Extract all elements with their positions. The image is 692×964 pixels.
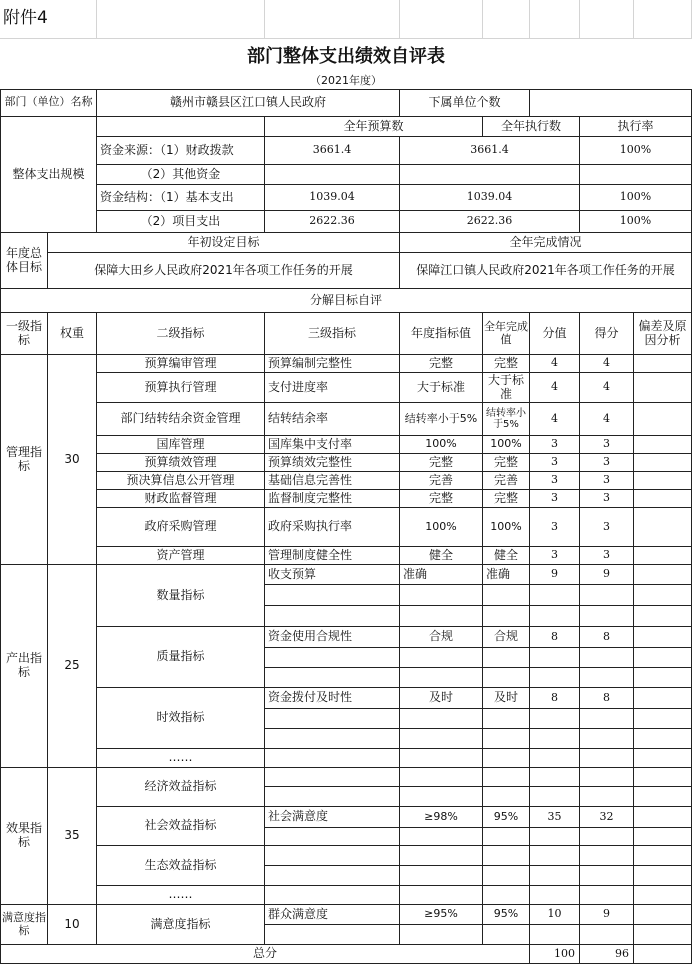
empty-cell [580,648,634,668]
unit-name: 赣州市赣县区江口镇人民政府 [97,89,400,117]
empty-cell [400,606,483,627]
blank-cell [530,0,580,39]
blank-cell [483,0,530,39]
effect-deviation [634,807,692,828]
mgmt-deviation [634,508,692,547]
output-got: 9 [580,565,634,585]
output-level2: 质量指标 [97,627,265,688]
empty-cell [400,846,483,866]
empty-cell [483,828,530,846]
empty-cell [483,768,530,787]
empty-cell [530,585,580,606]
sub-unit-count-label: 下属单位个数 [400,89,530,117]
mgmt-deviation [634,472,692,490]
mgmt-done: 健全 [483,547,530,565]
satisfaction-level2: 满意度指标 [97,905,265,945]
mgmt-score: 3 [530,454,580,472]
empty-cell [530,886,580,905]
empty-cell [580,729,634,749]
empty-cell [265,606,400,627]
empty-cell [634,886,692,905]
effect-level2: 经济效益指标 [97,768,265,807]
annual-goal-label: 年度总体目标 [0,233,48,289]
empty-cell [530,729,580,749]
empty-cell [634,709,692,729]
empty-cell [483,606,530,627]
empty-cell [483,749,530,768]
output-got: 8 [580,627,634,648]
empty-cell [580,925,634,945]
mgmt-got: 3 [580,472,634,490]
effect-level1: 效果指标 [0,768,48,905]
mgmt-target: 大于标准 [400,373,483,403]
page-title: 部门整体支出绩效自评表 [247,45,445,67]
mgmt-got: 3 [580,547,634,565]
col-score: 分值 [530,313,580,355]
empty-cell [634,585,692,606]
blank-cell [634,0,692,39]
mgmt-score: 3 [530,472,580,490]
mgmt-target: 100% [400,436,483,454]
empty-cell [265,768,400,787]
empty-cell [400,768,483,787]
empty-cell [580,668,634,688]
mgmt-deviation [634,436,692,454]
empty-cell [400,866,483,886]
col-got: 得分 [580,313,634,355]
output-target: 准确 [400,565,483,585]
goal-done-header: 全年完成情况 [400,233,692,253]
empty-cell [580,606,634,627]
empty-cell [483,668,530,688]
mgmt-got: 3 [580,508,634,547]
total-got: 96 [580,945,634,964]
empty-cell [634,828,692,846]
empty-cell [580,886,634,905]
effect-got: 32 [580,807,634,828]
mgmt-done: 结转率小于5% [483,403,530,436]
mgmt-got: 3 [580,490,634,508]
empty-cell [265,749,400,768]
empty-cell [530,606,580,627]
empty-cell [400,668,483,688]
empty-cell [580,585,634,606]
output-got: 8 [580,688,634,709]
funding-exec: 1039.04 [400,185,580,211]
empty-cell [483,787,530,807]
mgmt-score: 4 [530,355,580,373]
output-done: 及时 [483,688,530,709]
mgmt-score: 4 [530,403,580,436]
management-level1: 管理指标 [0,355,48,565]
satisfaction-done: 95% [483,905,530,925]
mgmt-level3: 预算绩效完整性 [265,454,400,472]
management-weight: 30 [48,355,97,565]
mgmt-score: 3 [530,436,580,454]
empty-cell [483,648,530,668]
blank-cell [400,0,483,39]
empty-cell [400,585,483,606]
empty-cell [483,866,530,886]
empty-cell [530,749,580,768]
mgmt-deviation [634,547,692,565]
funding-budget: 2622.36 [265,211,400,233]
funding-rate: 100% [580,211,692,233]
output-score: 9 [530,565,580,585]
funding-row-label: 资金来源：（1）财政拨款 [97,137,265,165]
funding-rate [580,165,692,185]
empty-cell [265,828,400,846]
empty-cell [400,648,483,668]
mgmt-done: 完善 [483,472,530,490]
col-level1: 一级指标 [0,313,48,355]
mgmt-level2: 国库管理 [97,436,265,454]
blank-cell [580,0,634,39]
mgmt-done: 大于标准 [483,373,530,403]
output-level3: 收支预算 [265,565,400,585]
empty-cell [483,925,530,945]
empty-cell [265,925,400,945]
empty-cell [400,749,483,768]
mgmt-level3: 预算编制完整性 [265,355,400,373]
blank-cell [97,117,265,137]
goal-set-text: 保障大田乡人民政府2021年各项工作任务的开展 [48,253,400,289]
satisfaction-deviation [634,905,692,925]
empty-cell [580,787,634,807]
output-level3: 资金拨付及时性 [265,688,400,709]
empty-cell [400,709,483,729]
satisfaction-level3: 群众满意度 [265,905,400,925]
empty-cell [634,749,692,768]
mgmt-level2: 资产管理 [97,547,265,565]
empty-cell [580,749,634,768]
satisfaction-score: 10 [530,905,580,925]
funding-rate: 100% [580,137,692,165]
col-deviation: 偏差及原因分析 [634,313,692,355]
total-label: 总分 [0,945,530,964]
empty-cell [483,709,530,729]
blank-cell [97,0,265,39]
budget-header: 全年预算数 [265,117,483,137]
effect-weight: 35 [48,768,97,905]
empty-cell [530,709,580,729]
empty-cell [530,787,580,807]
mgmt-deviation [634,454,692,472]
output-deviation [634,565,692,585]
empty-cell [530,846,580,866]
empty-cell [634,648,692,668]
empty-cell [530,925,580,945]
empty-cell [580,768,634,787]
output-level3: 资金使用合规性 [265,627,400,648]
output-target: 合规 [400,627,483,648]
empty-cell [265,846,400,866]
mgmt-got: 3 [580,436,634,454]
col-level3: 三级指标 [265,313,400,355]
funding-rate: 100% [580,185,692,211]
sub-unit-count [530,89,692,117]
mgmt-level3: 支付进度率 [265,373,400,403]
funding-budget [265,165,400,185]
mgmt-level2: 预算绩效管理 [97,454,265,472]
empty-cell [400,828,483,846]
output-level2: 数量指标 [97,565,265,627]
goal-set-header: 年初设定目标 [48,233,400,253]
mgmt-score: 3 [530,490,580,508]
empty-cell [580,846,634,866]
mgmt-done: 100% [483,436,530,454]
mgmt-got: 4 [580,355,634,373]
attachment-label: 附件4 [0,0,97,39]
mgmt-level2: 政府采购管理 [97,508,265,547]
mgmt-level3: 政府采购执行率 [265,508,400,547]
unit-label: 部门（单位）名称 [0,89,97,117]
mgmt-level3: 结转结余率 [265,403,400,436]
empty-cell [265,648,400,668]
effect-done: 95% [483,807,530,828]
mgmt-done: 完整 [483,355,530,373]
empty-cell [634,787,692,807]
output-ellipsis: …… [97,749,265,768]
year-label: （2021年度） [0,73,692,90]
empty-cell [530,768,580,787]
empty-cell [400,787,483,807]
mgmt-level3: 国库集中支付率 [265,436,400,454]
empty-cell [400,925,483,945]
empty-cell [265,729,400,749]
empty-cell [580,709,634,729]
empty-cell [400,729,483,749]
goal-done-text: 保障江口镇人民政府2021年各项工作任务的开展 [400,253,692,289]
mgmt-level2: 预决算信息公开管理 [97,472,265,490]
empty-cell [634,729,692,749]
mgmt-level3: 监督制度完整性 [265,490,400,508]
funding-row-label: （2）项目支出 [97,211,265,233]
funding-row-label: （2）其他资金 [97,165,265,185]
satisfaction-level1: 满意度指标 [0,905,48,945]
mgmt-score: 3 [530,508,580,547]
output-level1: 产出指标 [0,565,48,768]
mgmt-deviation [634,373,692,403]
empty-cell [580,828,634,846]
blank-cell [265,0,400,39]
empty-cell [483,886,530,905]
breakdown-title: 分解目标自评 [0,289,692,313]
empty-cell [265,585,400,606]
total-deviation [634,945,692,964]
mgmt-got: 4 [580,373,634,403]
mgmt-target: 完整 [400,490,483,508]
mgmt-got: 4 [580,403,634,436]
empty-cell [634,606,692,627]
empty-cell [634,768,692,787]
mgmt-done: 完整 [483,454,530,472]
effect-ellipsis: …… [97,886,265,905]
funding-exec: 3661.4 [400,137,580,165]
mgmt-target: 完整 [400,454,483,472]
mgmt-done: 100% [483,508,530,547]
rate-header: 执行率 [580,117,692,137]
mgmt-deviation [634,490,692,508]
effect-level2: 社会效益指标 [97,807,265,846]
col-target: 年度指标值 [400,313,483,355]
mgmt-deviation [634,355,692,373]
output-deviation [634,688,692,709]
empty-cell [265,866,400,886]
mgmt-deviation [634,403,692,436]
empty-cell [530,828,580,846]
total-score: 100 [530,945,580,964]
empty-cell [634,866,692,886]
empty-cell [530,648,580,668]
empty-cell [265,709,400,729]
mgmt-level2: 预算编审管理 [97,355,265,373]
empty-cell [265,787,400,807]
empty-cell [400,886,483,905]
mgmt-target: 结转率小于5% [400,403,483,436]
output-score: 8 [530,688,580,709]
mgmt-done: 完整 [483,490,530,508]
mgmt-level3: 管理制度健全性 [265,547,400,565]
output-deviation [634,627,692,648]
funding-budget: 1039.04 [265,185,400,211]
exec-header: 全年执行数 [483,117,580,137]
mgmt-target: 健全 [400,547,483,565]
empty-cell [580,866,634,886]
satisfaction-target: ≥95% [400,905,483,925]
empty-cell [265,668,400,688]
mgmt-score: 4 [530,373,580,403]
mgmt-level2: 财政监督管理 [97,490,265,508]
mgmt-level3: 基础信息完善性 [265,472,400,490]
effect-level2: 生态效益指标 [97,846,265,886]
satisfaction-got: 9 [580,905,634,925]
output-score: 8 [530,627,580,648]
col-level2: 二级指标 [97,313,265,355]
output-done: 合规 [483,627,530,648]
mgmt-target: 完善 [400,472,483,490]
output-weight: 25 [48,565,97,768]
funding-row-label: 资金结构：（1）基本支出 [97,185,265,211]
mgmt-target: 完整 [400,355,483,373]
funding-exec [400,165,580,185]
output-done: 准确 [483,565,530,585]
empty-cell [634,846,692,866]
funding-budget: 3661.4 [265,137,400,165]
col-done: 全年完成值 [483,313,530,355]
empty-cell [483,729,530,749]
empty-cell [634,925,692,945]
funding-section-label: 整体支出规模 [0,117,97,233]
funding-exec: 2622.36 [400,211,580,233]
effect-level3: 社会满意度 [265,807,400,828]
mgmt-score: 3 [530,547,580,565]
output-level2: 时效指标 [97,688,265,749]
empty-cell [634,668,692,688]
effect-score: 35 [530,807,580,828]
output-target: 及时 [400,688,483,709]
col-weight: 权重 [48,313,97,355]
mgmt-target: 100% [400,508,483,547]
satisfaction-weight: 10 [48,905,97,945]
empty-cell [530,668,580,688]
effect-target: ≥98% [400,807,483,828]
empty-cell [265,886,400,905]
mgmt-level2: 预算执行管理 [97,373,265,403]
mgmt-got: 3 [580,454,634,472]
empty-cell [483,585,530,606]
empty-cell [483,846,530,866]
mgmt-level2: 部门结转结余资金管理 [97,403,265,436]
empty-cell [530,866,580,886]
